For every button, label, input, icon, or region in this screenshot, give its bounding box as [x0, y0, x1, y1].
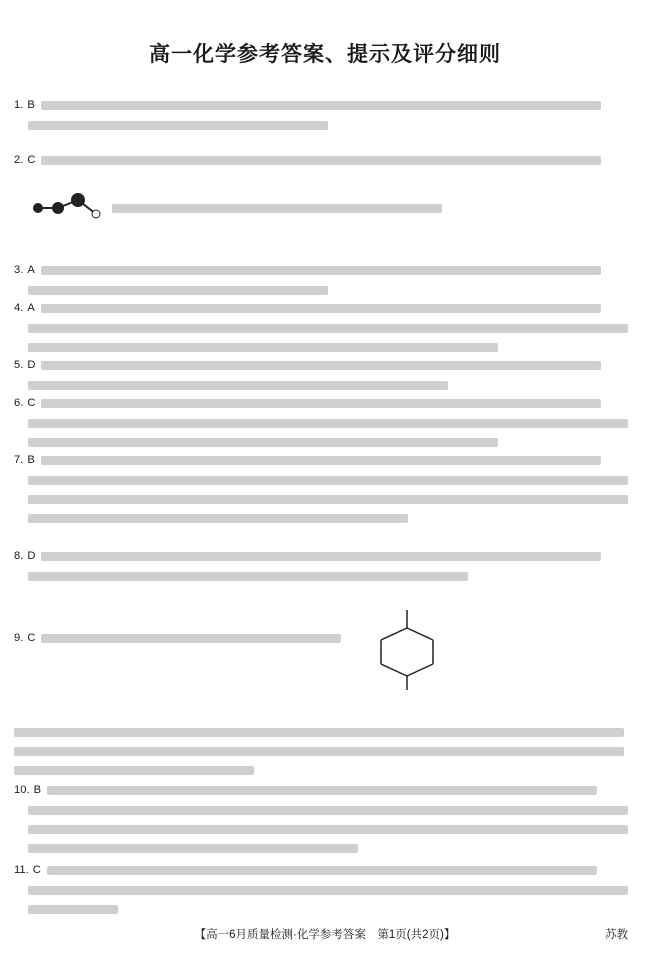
unreadable-text: [28, 495, 628, 504]
answer-choice: C: [32, 864, 41, 876]
answer-item-8: 8. D: [14, 546, 636, 585]
footer-caption: 【高一6月质量检测·化学参考答案 第1页(共2页)】: [194, 929, 456, 941]
unreadable-text: [41, 266, 601, 275]
answer-choice: C: [27, 154, 36, 166]
answer-choice: D: [27, 550, 36, 562]
unreadable-text: [14, 747, 624, 756]
ball-stick-model: [28, 188, 108, 228]
unreadable-text: [41, 304, 601, 313]
unreadable-text: [28, 886, 628, 895]
answer-item-2: 2. C: [14, 150, 636, 228]
unreadable-text: [41, 399, 601, 408]
answer-choice: C: [27, 397, 36, 409]
answer-item-4: 4. A: [14, 298, 636, 356]
structure-diagram: [345, 588, 495, 698]
answer-choice: A: [27, 264, 35, 276]
unreadable-text: [14, 766, 254, 775]
answer-choice: A: [27, 302, 35, 314]
unreadable-text: [41, 634, 341, 643]
unreadable-text: [112, 204, 442, 213]
unreadable-text: [28, 381, 448, 390]
unreadable-text: [28, 476, 628, 485]
unreadable-text: [28, 572, 468, 581]
unreadable-text: [28, 324, 628, 333]
unreadable-text: [28, 286, 328, 295]
answer-item-10: 10. B: [14, 780, 636, 857]
answer-item-9: 9. C: [14, 628, 636, 648]
unreadable-text: [41, 456, 601, 465]
unreadable-text: [47, 866, 597, 875]
answer-choice: B: [27, 99, 35, 111]
unreadable-text: [28, 905, 118, 914]
unreadable-text: [47, 786, 597, 795]
unreadable-text: [28, 438, 498, 447]
answer-choice: D: [27, 359, 36, 371]
answer-item-6: 6. C: [14, 393, 636, 451]
unreadable-text: [28, 121, 328, 130]
unreadable-text: [28, 343, 498, 352]
unreadable-text: [28, 806, 628, 815]
answer-item-1: 1. B: [14, 95, 636, 134]
unreadable-text: [28, 419, 628, 428]
page-title: 高一化学参考答案、提示及评分细则: [149, 42, 501, 66]
unreadable-text: [41, 101, 601, 110]
answer-choice: B: [33, 784, 42, 796]
answer-item-3: 3. A: [14, 260, 636, 299]
unreadable-text: [41, 156, 601, 165]
answer-choice: C: [27, 632, 36, 644]
answer-item-11: 11. C: [14, 860, 636, 918]
unreadable-text: [14, 728, 624, 737]
unreadable-text: [28, 514, 408, 523]
answer-choice: B: [27, 454, 35, 466]
answer-item-5: 5. D: [14, 355, 636, 394]
unreadable-text: [28, 825, 628, 834]
unreadable-text: [41, 361, 601, 370]
answer-item-7: 7. B: [14, 450, 636, 527]
unreadable-text: [41, 552, 601, 561]
footer-edition: 苏教: [605, 929, 628, 941]
answer-item-9-cont: [14, 722, 636, 779]
unreadable-text: [28, 844, 358, 853]
